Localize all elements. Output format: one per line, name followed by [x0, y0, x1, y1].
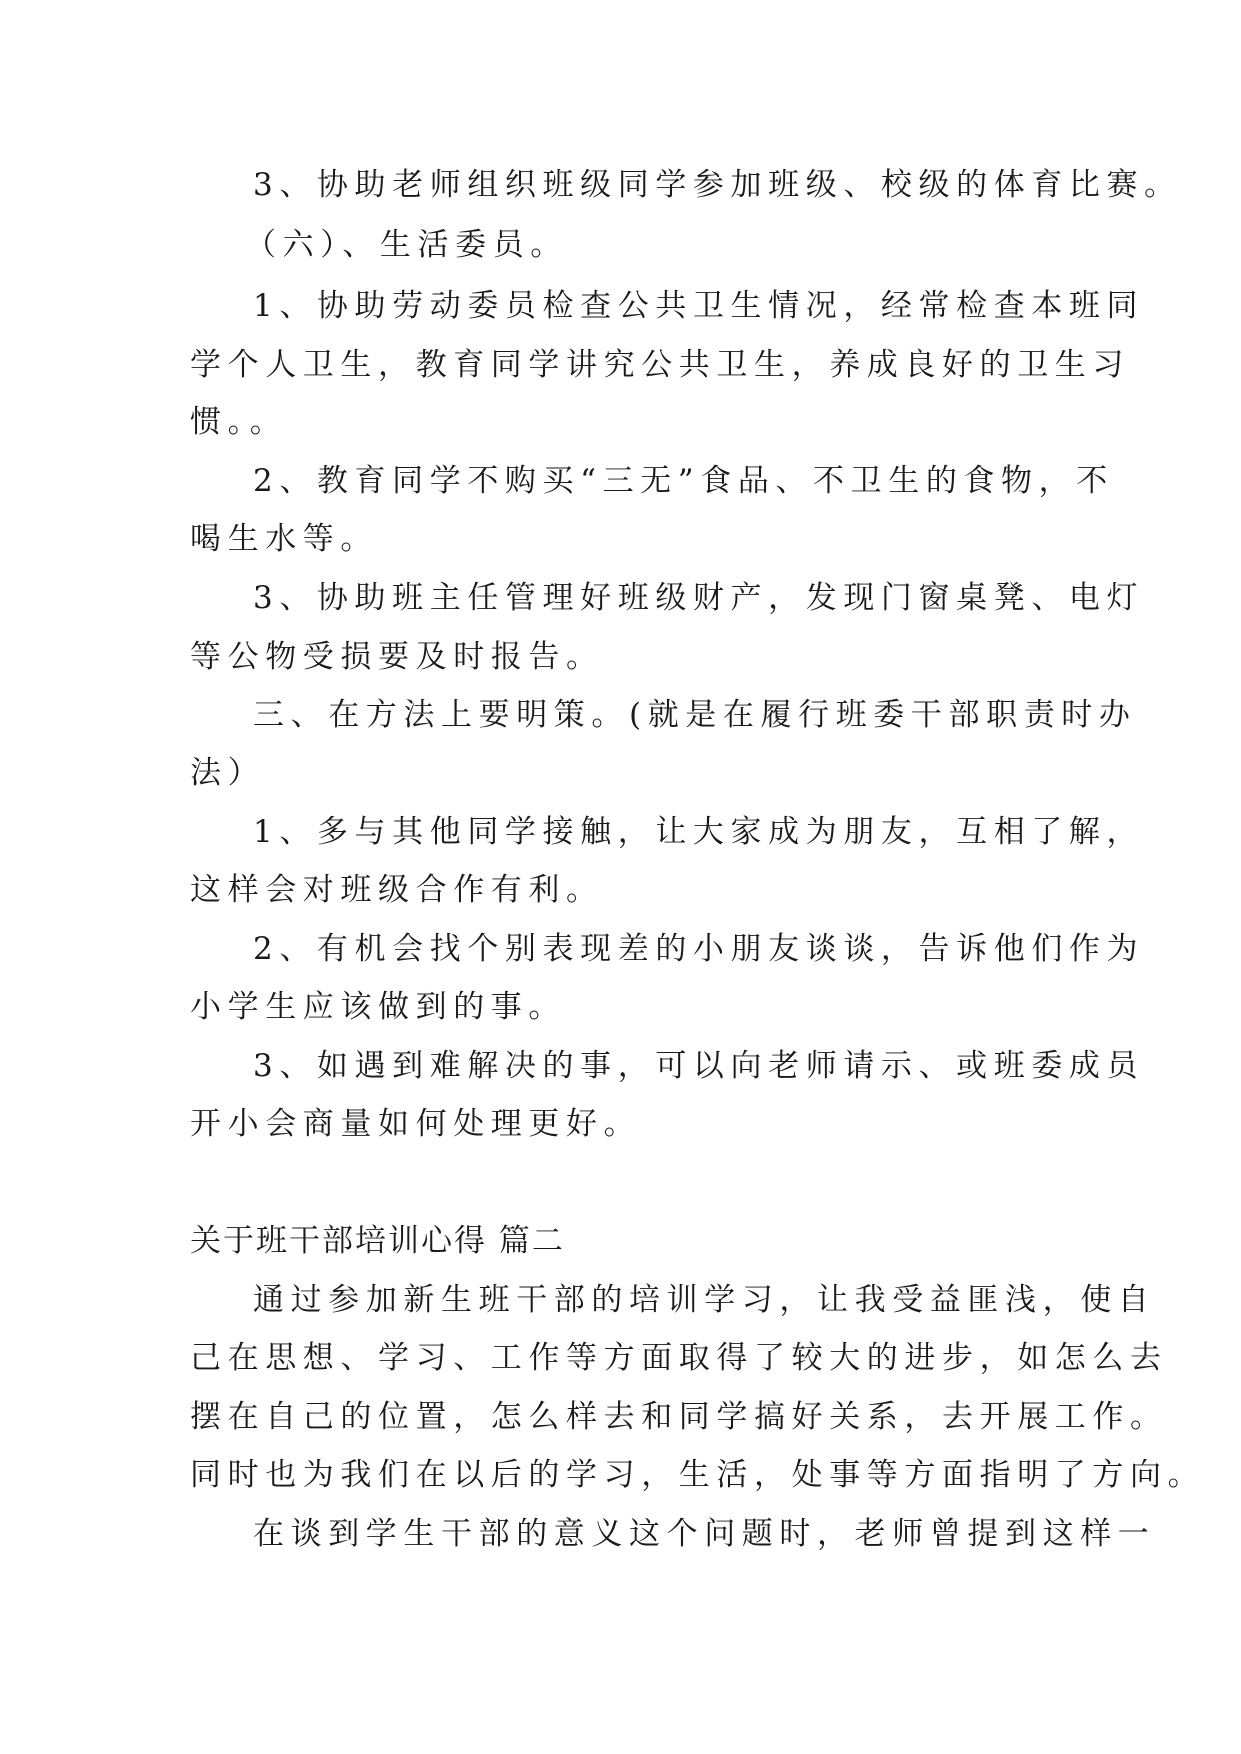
paragraph-line: 1、多与其他同学接触，让大家成为朋友，互相了解，	[253, 814, 1145, 850]
paragraph-line: 小学生应该做到的事。	[190, 989, 566, 1025]
paragraph-line: 同时也为我们在以后的学习，生活，处事等方面指明了方向。	[190, 1457, 1206, 1493]
article-title: 关于班干部培训心得 篇二	[190, 1223, 565, 1259]
section-heading: （六）、生活委员。	[245, 227, 568, 263]
paragraph-line: 三、在方法上要明策。(就是在履行班委干部职责时办	[253, 697, 1137, 733]
paragraph-line: 3、协助老师组织班级同学参加班级、校级的体育比赛。	[253, 167, 1182, 203]
paragraph-line: 开小会商量如何处理更好。	[190, 1106, 642, 1142]
paragraph-line: 惯。。	[190, 404, 288, 440]
paragraph-line: 这样会对班级合作有利。	[190, 872, 604, 908]
paragraph-line: 等公物受损要及时报告。	[190, 639, 604, 675]
paragraph-line: 法）	[190, 755, 266, 791]
paragraph-line: 3、如遇到难解决的事，可以向老师请示、或班委成员	[253, 1048, 1145, 1084]
paragraph-line: 摆在自己的位置，怎么样去和同学搞好关系，去开展工作。	[190, 1399, 1168, 1435]
paragraph-line: 3、协助班主任管理好班级财产，发现门窗桌凳、电灯	[253, 580, 1145, 616]
paragraph-line: 学个人卫生，教育同学讲究公共卫生，养成良好的卫生习	[190, 347, 1130, 383]
paragraph-line: 1、协助劳动委员检查公共卫生情况，经常检查本班同	[253, 288, 1145, 324]
paragraph-line: 己在思想、学习、工作等方面取得了较大的进步，如怎么去	[190, 1340, 1168, 1376]
paragraph-line: 2、教育同学不购买“三无”食品、不卫生的食物，不	[253, 463, 1114, 499]
paragraph-line: 通过参加新生班干部的培训学习，让我受益匪浅，使自	[253, 1282, 1156, 1318]
paragraph-line: 喝生水等。	[190, 521, 378, 557]
paragraph-line: 2、有机会找个别表现差的小朋友谈谈，告诉他们作为	[253, 931, 1145, 967]
paragraph-line: 在谈到学生干部的意义这个问题时，老师曾提到这样一	[253, 1516, 1156, 1552]
